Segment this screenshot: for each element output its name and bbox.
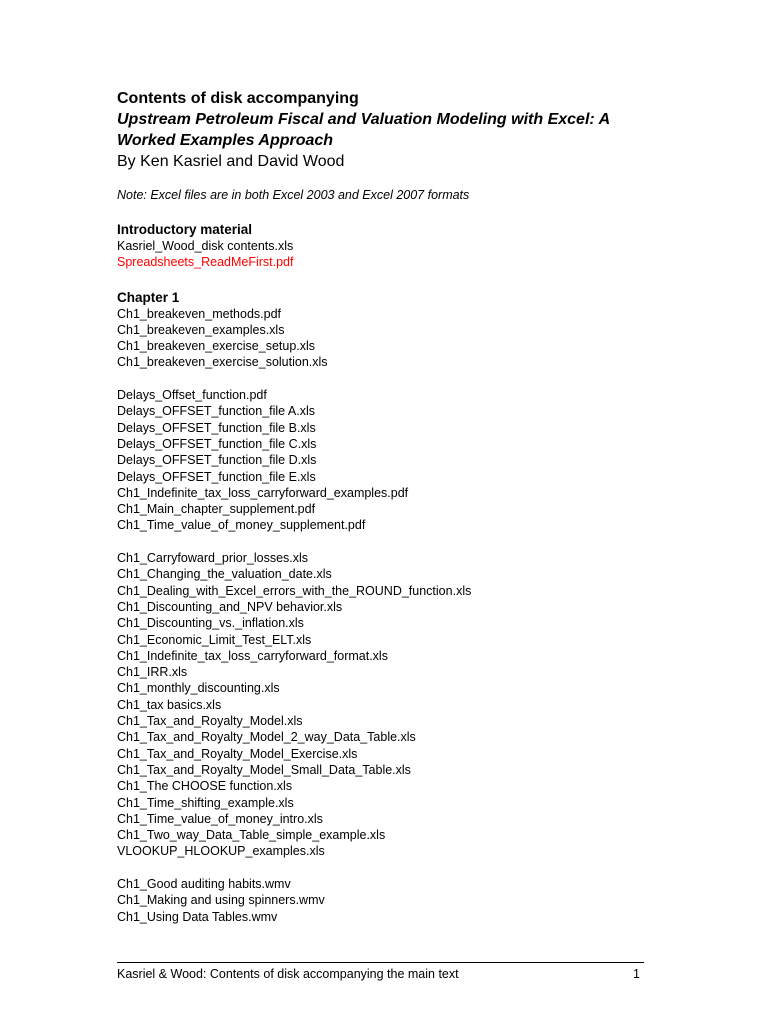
file-item: Delays_Offset_function.pdf (117, 388, 267, 403)
file-item: Ch1_monthly_discounting.xls (117, 681, 280, 696)
book-title-line-1: Upstream Petroleum Fiscal and Valuation Modeling with Excel: A (117, 111, 611, 128)
file-item: Ch1_breakeven_exercise_setup.xls (117, 339, 316, 354)
file-group (117, 387, 647, 534)
byline: By Ken Kasriel and David Wood (117, 153, 345, 170)
file-group (117, 876, 647, 925)
title-line-1: Contents of disk accompanying (117, 90, 359, 107)
file-item: Ch1_tax basics.xls (117, 697, 222, 712)
file-item: Ch1_Dealing_with_Excel_errors_with_the_ROUND_function.xls (117, 583, 472, 598)
intro-heading: Introductory material (117, 222, 253, 237)
page-number: 1 (633, 967, 640, 981)
file-item: Ch1_IRR.xls (117, 665, 188, 680)
file-item: Ch1_Discounting_and_NPV behavior.xls (117, 599, 343, 614)
file-item: Delays_OFFSET_function_file E.xls (117, 469, 316, 484)
file-item: Ch1_Main_chapter_supplement.pdf (117, 502, 316, 517)
file-item: Ch1_Tax_and_Royalty_Model_2_way_Data_Table.xls (117, 730, 416, 745)
file-item: VLOOKUP_HLOOKUP_examples.xls (117, 844, 325, 859)
page-footer (117, 966, 644, 982)
file-item: Delays_OFFSET_function_file D.xls (117, 453, 317, 468)
file-item: Delays_OFFSET_function_file B.xls (117, 420, 316, 435)
file-item: Ch1_Good auditing habits.wmv (117, 876, 291, 891)
file-item: Ch1_breakeven_methods.pdf (117, 306, 282, 321)
chapter1-heading: Chapter 1 (117, 289, 180, 305)
chapter1-section (117, 289, 647, 925)
document-page (117, 88, 647, 925)
file-item: Ch1_Time_shifting_example.xls (117, 795, 294, 810)
file-item: Ch1_Discounting_vs._inflation.xls (117, 616, 304, 631)
format-note: Note: Excel files are in both Excel 2003 and Excel 2007 formats (117, 188, 470, 202)
book-title-line-2: Worked Examples Approach (117, 132, 334, 149)
intro-section (117, 221, 647, 271)
file-item: Ch1_Changing_the_valuation_date.xls (117, 567, 332, 582)
file-group (117, 550, 647, 860)
file-item: Ch1_Indefinite_tax_loss_carryforward_format.xls (117, 648, 388, 663)
file-item: Delays_OFFSET_function_file C.xls (117, 436, 317, 451)
file-group (117, 306, 647, 371)
file-item: Ch1_The CHOOSE function.xls (117, 779, 293, 794)
file-item: Delays_OFFSET_function_file A.xls (117, 404, 315, 419)
file-item: Ch1_Tax_and_Royalty_Model_Small_Data_Table.xls (117, 762, 411, 777)
file-item: Ch1_Indefinite_tax_loss_carryforward_examples.pdf (117, 485, 409, 500)
file-item: Ch1_Two_way_Data_Table_simple_example.xls (117, 828, 386, 843)
document-title (117, 88, 647, 151)
file-item: Ch1_Tax_and_Royalty_Model.xls (117, 714, 303, 729)
file-item: Ch1_Tax_and_Royalty_Model_Exercise.xls (117, 746, 358, 761)
file-item: Ch1_Economic_Limit_Test_ELT.xls (117, 632, 312, 647)
file-item: Ch1_breakeven_exercise_solution.xls (117, 355, 328, 370)
file-item: Ch1_breakeven_examples.xls (117, 322, 285, 337)
footer-text: Kasriel & Wood: Contents of disk accompanying the main text (117, 967, 459, 981)
file-item: Ch1_Time_value_of_money_supplement.pdf (117, 518, 366, 533)
file-item: Ch1_Using Data Tables.wmv (117, 909, 278, 924)
footer-divider (117, 962, 644, 963)
file-item: Ch1_Time_value_of_money_intro.xls (117, 811, 323, 826)
file-item: Ch1_Carryfoward_prior_losses.xls (117, 551, 309, 566)
file-item: Ch1_Making and using spinners.wmv (117, 893, 325, 908)
readme-link[interactable]: Spreadsheets_ReadMeFirst.pdf (117, 255, 294, 270)
file-item: Kasriel_Wood_disk contents.xls (117, 239, 294, 253)
